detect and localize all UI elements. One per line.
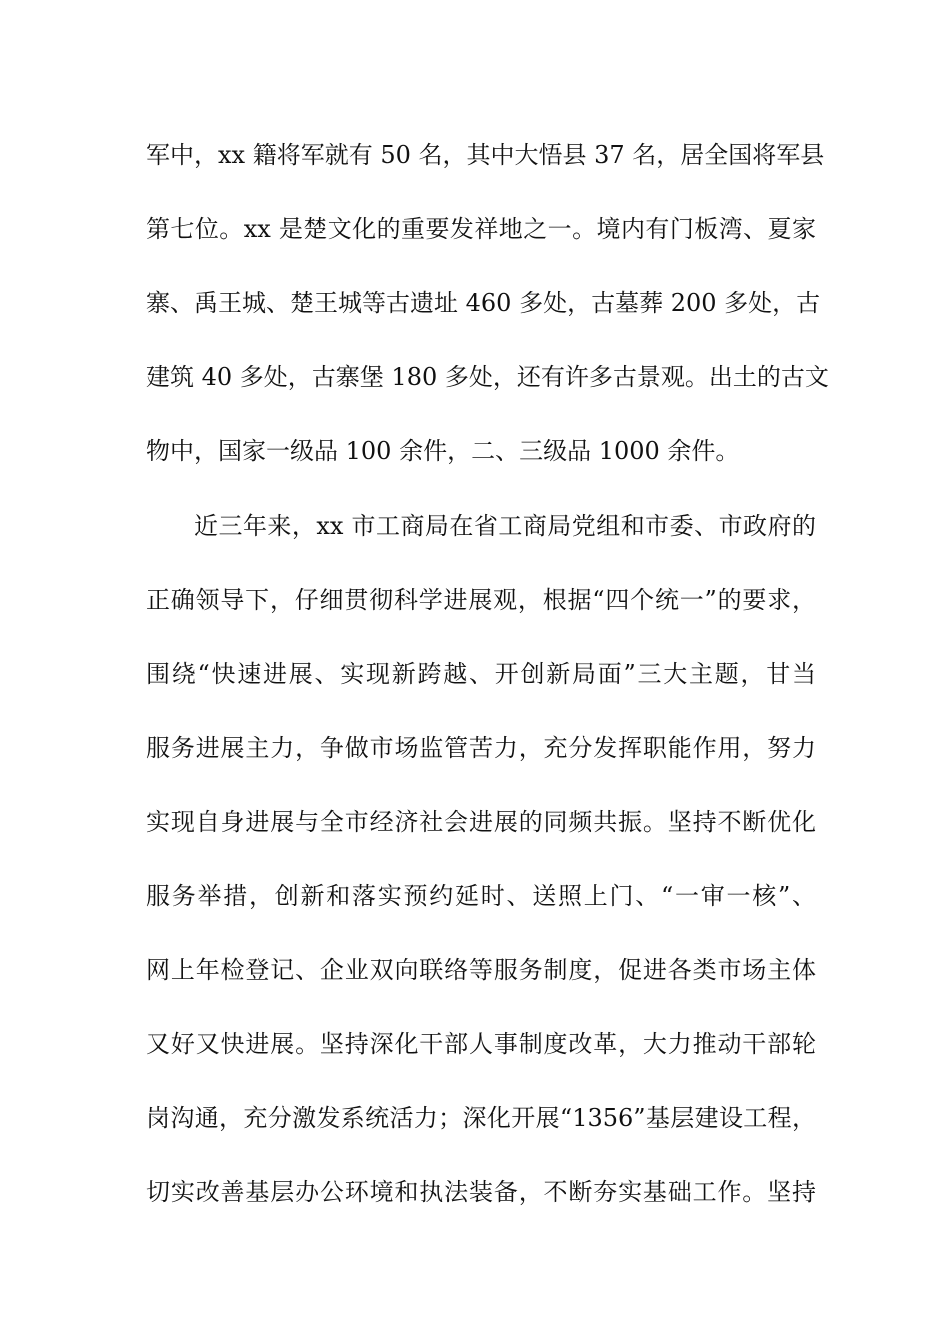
text-line-8: 围绕“快速进展、实现新跨越、开创新局面”三大主题，甘当 [146,660,816,688]
text-line-1: 军中，xx 籍将军就有 50 名，其中大悟县 37 名，居全国将军县 [146,141,825,169]
text-line-4: 建筑 40 多处，古寨堡 180 多处，还有许多古景观。出土的古文 [146,363,829,391]
text-line-7: 正确领导下，仔细贯彻科学进展观，根据“四个统一”的要求， [146,586,816,614]
text-line-5: 物中，国家一级品 100 余件，二、三级品 1000 余件。 [146,437,740,465]
text-line-14: 岗沟通，充分激发系统活力；深化开展“1356”基层建设工程， [146,1104,816,1132]
text-line-2: 第七位。xx 是楚文化的重要发祥地之一。境内有门板湾、夏家 [146,215,816,243]
text-line-3: 寨、禹王城、楚王城等古遗址 460 多处，古墓葬 200 多处，古 [146,289,821,317]
text-line-12: 网上年检登记、企业双向联络等服务制度，促进各类市场主体 [146,956,816,984]
text-line-9: 服务进展主力，争做市场监管苦力，充分发挥职能作用，努力 [146,734,816,762]
text-line-11: 服务举措，创新和落实预约延时、送照上门、“一审一核”、 [146,882,816,910]
text-line-6: 近三年来，xx 市工商局在省工商局党组和市委、市政府的 [194,512,816,540]
text-line-15: 切实改善基层办公环境和执法装备，不断夯实基础工作。坚持 [146,1178,816,1206]
text-line-10: 实现自身进展与全市经济社会进展的同频共振。坚持不断优化 [146,808,816,836]
text-line-13: 又好又快进展。坚持深化干部人事制度改革，大力推动干部轮 [146,1030,816,1058]
